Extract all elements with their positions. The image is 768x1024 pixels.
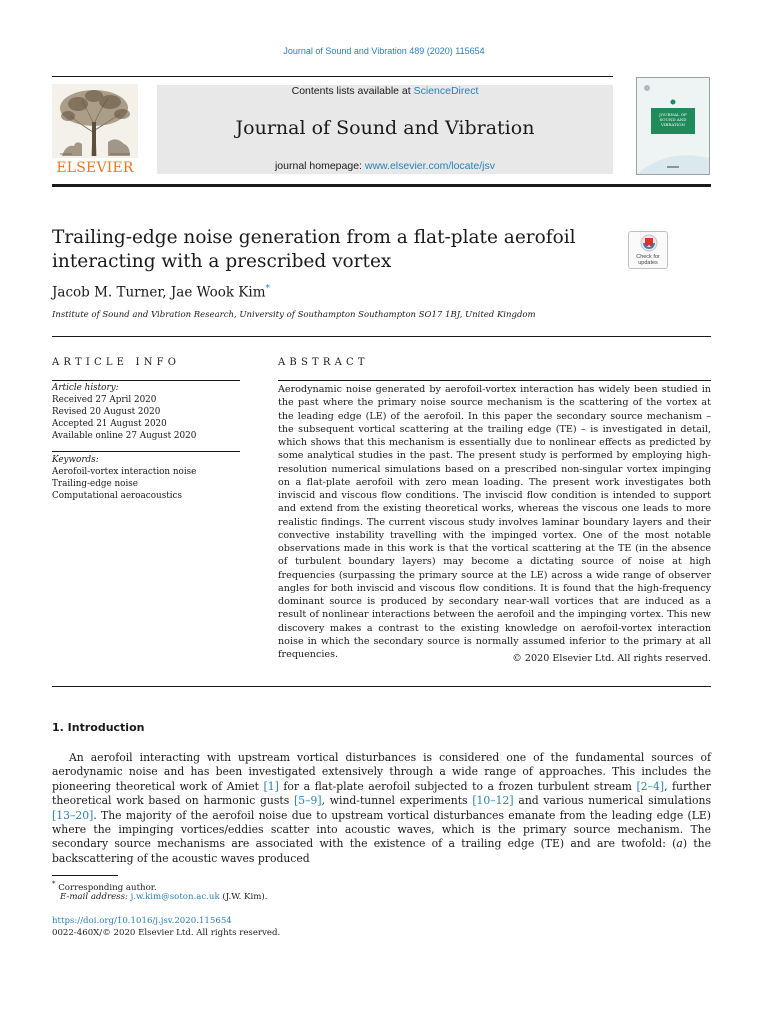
keywords — [52, 454, 242, 502]
citation-link[interactable]: [1] — [263, 779, 279, 793]
paragraph-text: An aerofoil interacting with upstream vortical disturbances is considered one of the fundamental sources of aerodynamic noise and has been investigated extensively through a wide range of approaches. This includes the pioneering theoretical work of Amiet — [52, 751, 711, 793]
history-item: Revised 20 August 2020 — [52, 407, 161, 417]
abstract-heading: ABSTRACT — [278, 357, 369, 368]
journal-cover-thumbnail[interactable] — [636, 77, 710, 175]
paragraph-text: for a flat-plate aerofoil subjected to a frozen turbulent stream — [278, 779, 637, 793]
keyword-item: Trailing-edge noise — [52, 479, 138, 489]
keywords-label: Keywords: — [52, 455, 99, 465]
italic-text: a — [676, 837, 683, 851]
check-for-updates-button[interactable] — [628, 231, 668, 269]
abstract-text: Aerodynamic noise generated by aerofoil-vortex interaction has widely been studied in the past where the primary noise source mechanism is the scattering of the vortex at the leading edge (LE) of the aerofoil. In this paper the secondary source mechanism – the subsequent vortical scattering at the trailing edge (TE) – is investigated in detail, which shows that this mechanism is essentially due to nonlinear effects as predicted by some analytical studies in the past. The present study is performed by employing high-resolution numerical simulations based on a prescribed non-singular vortex impinging on a flat-plate aerofoil with zero mean loading. The present work investigates both inviscid and viscous flow conditions. The inviscid flow condition is intended to support and extend from the existing theoretical works, whereas the viscous one leads to more realistic findings. The current viscous study involves laminar boundary layers and their convective instability travelling with the impinged vortex. One of the most notable observations made in this work is that the vortical scattering at the TE (in the absence of turbulent boundary layers) may become a dictating source of noise at high frequencies (surpassing the primary source at the LE) across a wide range of observer angles for both inviscid and viscous flow conditions. It is found that the high-frequency dominant source is produced by secondary near-wall vortices that are induced as a result of nonlinear interactions between the aerofoil and the impinging vortex. This new discovery makes a contrast to the existing knowledge on aerofoil-vortex interaction noise in which the secondary source is normally assumed inferior to the primary at all frequencies. — [278, 384, 711, 660]
footnote-rule — [52, 875, 118, 876]
issn-copyright: 0022-460X/© 2020 Elsevier Ltd. All rights reserved. — [52, 928, 281, 938]
cover-title: JOURNAL OF SOUND AND VIBRATION — [659, 112, 687, 127]
check-for-updates-label: Check for updates — [636, 254, 660, 266]
corresponding-author-marker[interactable]: * — [265, 284, 271, 294]
author-email-link[interactable]: j.w.kim@soton.ac.uk — [130, 892, 220, 902]
citation-link[interactable]: [10–12] — [472, 794, 514, 808]
citation-link[interactable]: [2–4] — [636, 779, 665, 793]
article-info-heading: ARTICLE INFO — [52, 357, 181, 368]
doi-link[interactable]: https://doi.org/10.1016/j.jsv.2020.115654 — [52, 916, 232, 926]
keyword-item: Computational aeroacoustics — [52, 491, 182, 501]
history-item: Available online 27 August 2020 — [52, 431, 197, 441]
journal-reference-link[interactable]: Journal of Sound and Vibration 489 (2020) 115654 — [283, 46, 485, 56]
article-history — [52, 382, 242, 442]
email-footnote: E-mail address: j.w.kim@soton.ac.uk (J.W. Kim). — [60, 892, 268, 902]
citation-link[interactable]: [13–20] — [52, 808, 94, 822]
keyword-item: Aerofoil-vortex interaction noise — [52, 467, 197, 477]
citation-link[interactable]: [5–9] — [294, 794, 322, 808]
history-label: Article history: — [52, 383, 119, 393]
authors: Jacob M. Turner, Jae Wook Kim* — [52, 284, 271, 301]
journal-title: Journal of Sound and Vibration — [235, 117, 535, 139]
sciencedirect-link[interactable]: ScienceDirect — [413, 85, 479, 97]
corresponding-author-footnote: * Corresponding author. — [52, 880, 157, 893]
elsevier-wordmark: ELSEVIER — [56, 160, 134, 176]
keywords-rule — [52, 451, 240, 452]
article-info-rule — [52, 380, 240, 381]
journal-homepage-line: journal homepage: www.elsevier.com/locate/jsv — [274, 160, 496, 172]
paragraph-text: ) the backscattering of the acoustic waves produced — [52, 837, 712, 865]
abstract-rule — [278, 380, 711, 381]
abstract-copyright: © 2020 Elsevier Ltd. All rights reserved. — [512, 653, 711, 664]
abstract-end-rule — [52, 686, 711, 687]
affiliation: Institute of Sound and Vibration Research, University of Southampton Southampton SO17 1BJ, United Kingdom — [52, 310, 536, 320]
journal-homepage-link[interactable]: www.elsevier.com/locate/jsv — [364, 160, 496, 172]
contents-available-line: Contents lists available at ScienceDirect — [291, 85, 479, 97]
paragraph-text: , further theoretical work based on harmonic gusts — [52, 779, 712, 808]
article-title: Trailing-edge noise generation from a flat-plate aerofoil interacting with a prescribed vortex — [52, 227, 576, 272]
introduction-paragraph — [52, 751, 711, 866]
history-item: Accepted 21 August 2020 — [52, 419, 167, 429]
header-rule-top — [52, 76, 613, 77]
paragraph-text: . The majority of the aerofoil noise due to upstream vortical disturbances emanate from the leading edge (LE) where the impinging vortices/eddies scatter into acoustic waves, which is the primary source mechanism. The secondary source mechanisms are associated with the existence of a trailing edge (TE) and are twofold: ( — [52, 808, 711, 851]
crossmark-icon — [640, 234, 658, 254]
section-rule — [52, 336, 711, 337]
paragraph-text: , wind-tunnel experiments — [321, 794, 473, 808]
history-item: Received 27 April 2020 — [52, 395, 157, 405]
header-rule-bottom — [52, 184, 711, 187]
paragraph-text: and various numerical simulations — [513, 794, 711, 808]
introduction-heading: 1. Introduction — [52, 721, 145, 734]
